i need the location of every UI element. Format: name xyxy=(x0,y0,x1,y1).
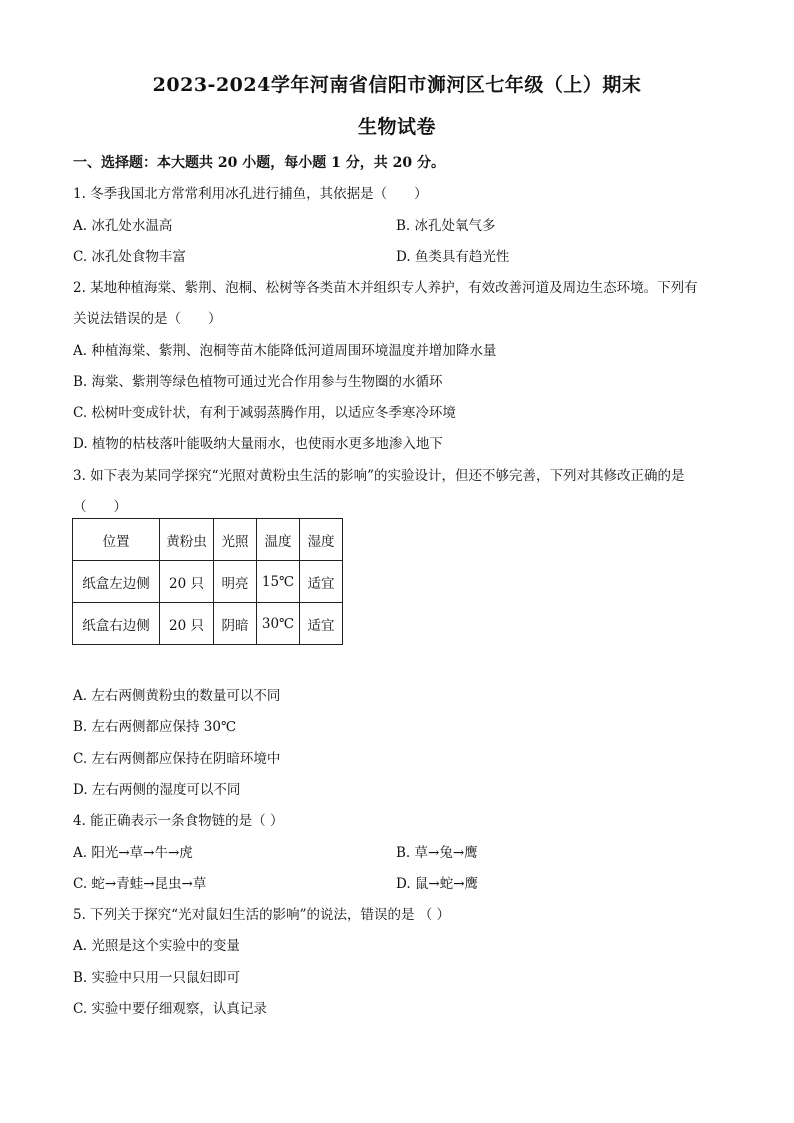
question-3-option-a: A. 左右两侧黄粉虫的数量可以不同 xyxy=(73,688,281,704)
table-row xyxy=(73,603,343,645)
question-4-option-d: D. 鼠→蛇→鹰 xyxy=(396,876,479,892)
question-2-option-d: D. 植物的枯枝落叶能吸纳大量雨水，也使雨水更多地渗入地下 xyxy=(73,436,443,452)
table-cell: 30℃ xyxy=(257,603,300,645)
table-header-cell: 黄粉虫 xyxy=(160,519,214,561)
table-cell: 纸盒右边侧 xyxy=(73,603,160,645)
question-4-stem: 4. 能正确表示一条食物链的是（ ） xyxy=(73,813,284,829)
question-5-option-c: C. 实验中要仔细观察，认真记录 xyxy=(73,1001,267,1017)
question-5-option-b: B. 实验中只用一只鼠妇即可 xyxy=(73,970,241,986)
table-header-row xyxy=(73,519,343,561)
question-3-stem-line2: （ ） xyxy=(73,499,127,515)
question-4-option-b: B. 草→兔→鹰 xyxy=(396,845,478,861)
table-header-cell: 湿度 xyxy=(300,519,343,561)
question-1-option-c: C. 冰孔处食物丰富 xyxy=(73,249,186,265)
question-1-option-d: D. 鱼类具有趋光性 xyxy=(396,249,510,265)
question-3-option-d: D. 左右两侧的湿度可以不同 xyxy=(73,782,241,798)
table-header-cell: 温度 xyxy=(257,519,300,561)
table-cell: 20 只 xyxy=(160,561,214,603)
table-cell: 阴暗 xyxy=(214,603,257,645)
experiment-table xyxy=(72,518,343,645)
question-1-option-a: A. 冰孔处水温高 xyxy=(73,218,173,234)
section-heading: 一、选择题：本大题共 20 小题，每小题 1 分，共 20 分。 xyxy=(73,155,445,171)
table-header-cell: 位置 xyxy=(73,519,160,561)
table-cell: 适宜 xyxy=(300,603,343,645)
question-4-option-a: A. 阳光→草→牛→虎 xyxy=(73,845,193,861)
table-cell: 明亮 xyxy=(214,561,257,603)
table-cell: 纸盒左边侧 xyxy=(73,561,160,603)
question-5-stem: 5. 下列关于探究“光对鼠妇生活的影响”的说法，错误的是 （ ） xyxy=(73,907,451,923)
question-4-option-c: C. 蛇→青蛙→昆虫→草 xyxy=(73,876,207,892)
question-3-option-b: B. 左右两侧都应保持 30℃ xyxy=(73,719,237,735)
table-cell: 20 只 xyxy=(160,603,214,645)
question-2-stem-line2: 关说法错误的是（ ） xyxy=(73,311,222,327)
table-cell: 适宜 xyxy=(300,561,343,603)
question-1-stem: 1. 冬季我国北方常常利用冰孔进行捕鱼，其依据是（ ） xyxy=(73,186,428,202)
exam-title-line1: 2023-2024学年河南省信阳市浉河区七年级（上）期末 xyxy=(152,74,642,96)
question-3-option-c: C. 左右两侧都应保持在阴暗环境中 xyxy=(73,751,281,767)
table-cell: 15℃ xyxy=(257,561,300,603)
table-row xyxy=(73,561,343,603)
question-2-option-a: A. 种植海棠、紫荆、泡桐等苗木能降低河道周围环境温度并增加降水量 xyxy=(73,343,497,359)
question-1-option-b: B. 冰孔处氧气多 xyxy=(396,218,496,234)
exam-title-line2: 生物试卷 xyxy=(357,116,436,138)
question-2-option-b: B. 海棠、紫荆等绿色植物可通过光合作用参与生物圈的水循环 xyxy=(73,374,443,390)
question-3-stem-line1: 3. 如下表为某同学探究“光照对黄粉虫生活的影响”的实验设计，但还不够完善，下列对其修改正确的是 xyxy=(73,468,685,484)
table-header-cell: 光照 xyxy=(214,519,257,561)
question-5-option-a: A. 光照是这个实验中的变量 xyxy=(73,938,240,954)
question-2-stem-line1: 2. 某地种植海棠、紫荆、泡桐、松树等各类苗木并组织专人养护，有效改善河道及周边生态环境。下列有 xyxy=(73,280,698,296)
question-2-option-c: C. 松树叶变成针状，有利于减弱蒸腾作用，以适应冬季寒冷环境 xyxy=(73,405,456,421)
